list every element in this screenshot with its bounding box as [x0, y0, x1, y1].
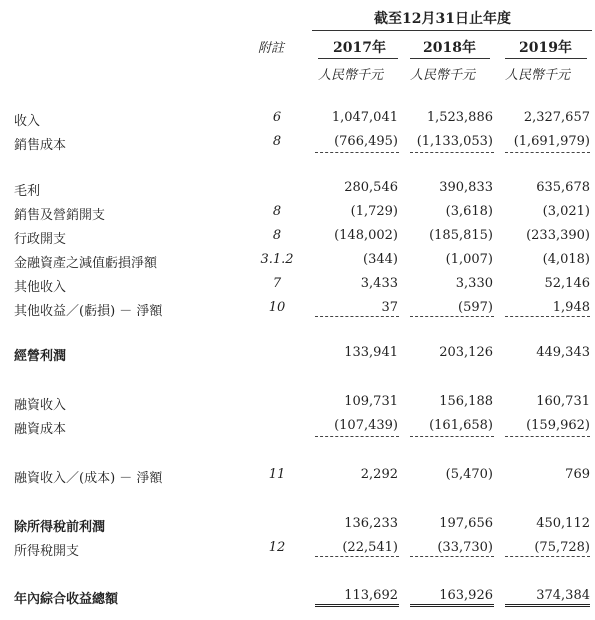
row-label: 所得稅開支	[14, 544, 80, 559]
row-note: 8	[272, 204, 282, 219]
year-underline-2019	[505, 58, 587, 59]
row-value-2017: (344)	[363, 252, 398, 267]
row-value-2017: 2,292	[360, 467, 398, 482]
dotted-rule-2019	[505, 556, 590, 557]
row-value-2017: 113,692	[344, 588, 398, 603]
row-value-2018: 197,656	[439, 516, 493, 531]
row-note: 7	[272, 276, 282, 291]
row-value-2019: 2,327,657	[523, 110, 590, 125]
dotted-rule-2017	[315, 316, 399, 317]
row-value-2018: 163,926	[439, 588, 493, 603]
row-value-2017: 133,941	[344, 345, 398, 360]
row-value-2018: (3,618)	[445, 204, 493, 219]
row-label: 融資收入／(成本) － 淨額	[14, 471, 163, 486]
period-title: 截至12月31日止年度	[374, 11, 511, 27]
row-value-2019: 52,146	[544, 276, 590, 291]
row-note: 3.1.2	[260, 252, 294, 267]
row-value-2018: 390,833	[439, 180, 493, 195]
row-value-2018: 156,188	[439, 394, 493, 409]
row-value-2018: (1,133,053)	[416, 134, 493, 149]
row-label: 年內綜合收益總額	[14, 592, 119, 607]
row-label: 其他收益／(虧損) － 淨額	[14, 304, 163, 319]
row-value-2018: 3,330	[455, 276, 493, 291]
dotted-rule-2019	[505, 436, 590, 437]
dotted-rule-2017	[315, 436, 399, 437]
year-underline-2018	[410, 58, 490, 59]
dotted-rule-2017	[315, 152, 399, 153]
row-label: 銷售成本	[14, 138, 67, 153]
row-label: 經營利潤	[14, 349, 67, 364]
double-rule-2017	[315, 604, 399, 610]
unit-label-2019: 人民幣千元	[505, 68, 571, 83]
row-value-2019: (233,390)	[526, 228, 590, 243]
row-value-2018: 1,523,886	[426, 110, 493, 125]
dotted-rule-2019	[505, 316, 590, 317]
row-value-2018: (161,658)	[429, 418, 493, 433]
row-note: 11	[268, 467, 286, 482]
row-label: 融資收入	[14, 398, 67, 413]
row-value-2017: (22,541)	[342, 540, 398, 555]
row-value-2019: 635,678	[536, 180, 590, 195]
row-note: 6	[272, 110, 282, 125]
row-note: 10	[268, 300, 286, 315]
row-label: 毛利	[14, 184, 41, 199]
year-header-2017: 2017年	[333, 40, 386, 56]
note-header: 附註	[258, 41, 285, 56]
row-value-2017: 280,546	[344, 180, 398, 195]
row-value-2019: 374,384	[536, 588, 590, 603]
double-rule-2019	[505, 604, 590, 610]
row-value-2019: (3,021)	[542, 204, 590, 219]
row-value-2019: 1,948	[552, 300, 590, 315]
row-value-2018: (597)	[458, 300, 493, 315]
row-note: 12	[268, 540, 286, 555]
row-note: 8	[272, 228, 282, 243]
row-label: 融資成本	[14, 422, 67, 437]
row-value-2018: (1,007)	[445, 252, 493, 267]
row-value-2018: 203,126	[439, 345, 493, 360]
row-value-2018: (185,815)	[429, 228, 493, 243]
header-rule	[312, 30, 592, 31]
dotted-rule-2018	[410, 436, 494, 437]
row-value-2017: (1,729)	[350, 204, 398, 219]
row-value-2019: (1,691,979)	[513, 134, 590, 149]
row-value-2019: 449,343	[536, 345, 590, 360]
dotted-rule-2017	[315, 556, 399, 557]
row-value-2018: (5,470)	[445, 467, 493, 482]
year-header-2018: 2018年	[423, 40, 476, 56]
year-underline-2017	[318, 58, 398, 59]
row-label: 收入	[14, 114, 41, 129]
row-value-2017: (148,002)	[334, 228, 398, 243]
row-label: 其他收入	[14, 280, 67, 295]
row-value-2017: 37	[381, 300, 398, 315]
dotted-rule-2018	[410, 556, 494, 557]
row-value-2019: 450,112	[536, 516, 590, 531]
row-label: 除所得稅前利潤	[14, 520, 106, 535]
row-value-2018: (33,730)	[437, 540, 493, 555]
row-value-2017: 136,233	[344, 516, 398, 531]
row-value-2017: 109,731	[344, 394, 398, 409]
row-value-2017: 1,047,041	[331, 110, 398, 125]
row-value-2017: (107,439)	[334, 418, 398, 433]
unit-label-2017: 人民幣千元	[318, 68, 384, 83]
row-value-2019: (75,728)	[534, 540, 590, 555]
row-value-2017: 3,433	[360, 276, 398, 291]
row-value-2019: (159,962)	[526, 418, 590, 433]
year-header-2019: 2019年	[519, 40, 572, 56]
double-rule-2018	[410, 604, 494, 610]
row-value-2019: (4,018)	[542, 252, 590, 267]
dotted-rule-2018	[410, 152, 494, 153]
dotted-rule-2018	[410, 316, 494, 317]
row-value-2019: 769	[565, 467, 590, 482]
row-label: 行政開支	[14, 232, 67, 247]
dotted-rule-2019	[505, 152, 590, 153]
row-label: 金融資產之減值虧損淨額	[14, 256, 158, 271]
unit-label-2018: 人民幣千元	[410, 68, 476, 83]
row-label: 銷售及營銷開支	[14, 208, 106, 223]
row-value-2019: 160,731	[536, 394, 590, 409]
row-note: 8	[272, 134, 282, 149]
row-value-2017: (766,495)	[334, 134, 398, 149]
